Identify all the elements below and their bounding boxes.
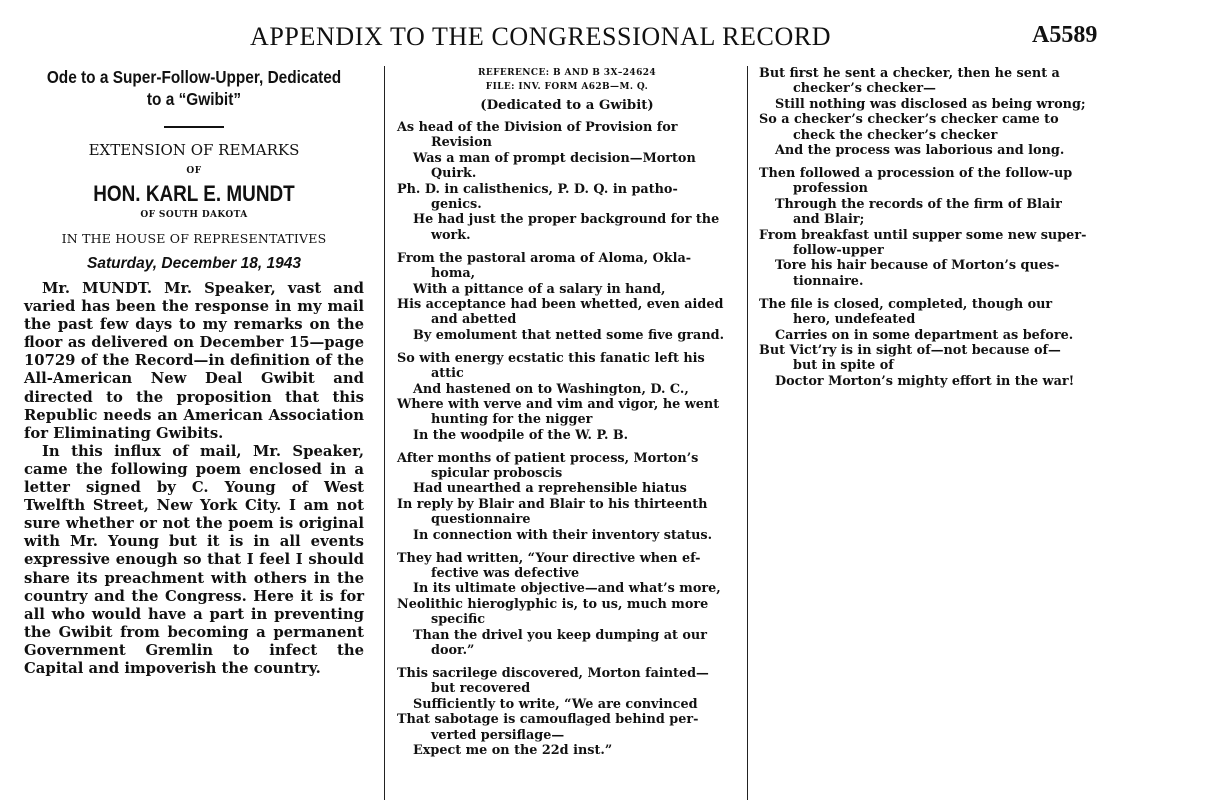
chamber-label: IN THE HOUSE OF REPRESENTATIVES [61, 231, 327, 246]
poem-line: Ph. D. in calisthenics, P. D. Q. in patho- [397, 181, 678, 197]
poem-line: With a pittance of a salary in hand, [413, 281, 666, 297]
poem-line: So with energy ecstatic this fanatic left his [397, 350, 705, 366]
poem-line: attic [431, 366, 464, 382]
poem-line: checker’s checker— [793, 81, 936, 97]
running-head [0, 22, 1225, 52]
title-divider [164, 126, 224, 128]
poem-line: and abetted [431, 312, 517, 328]
poem-line: So a checker’s checker’s checker came to [759, 112, 1059, 128]
body-paragraph: Mr. MUNDT. Mr. Speaker, vast and varied has been the response in my mail the past few days to my remarks on the floor as delivered on December 15—page 10729 of the Record—in definition of the All-American New Deal Gwibit and directed to the proposition that this Republic needs an American Association for Eliminating Gwibits. [24, 280, 364, 442]
extension-heading: EXTENSION OF REMARKS [88, 141, 300, 159]
poem-line: In reply by Blair and Blair to his thirteenth [397, 496, 708, 512]
poem-line: Expect me on the 22d inst.” [413, 742, 613, 758]
poem-line: Than the drivel you keep dumping at our [413, 627, 707, 643]
poem-line: homa, [431, 266, 476, 282]
article-title-line: Ode to a Super-Follow-Upper, Dedicated [46, 67, 342, 87]
poem-line: That sabotage is camouflaged behind per- [397, 712, 699, 728]
poem-line: Where with verve and vim and vigor, he went [397, 396, 720, 412]
poem-stanza [397, 351, 737, 443]
column-rule [747, 66, 748, 800]
poem-line: From breakfast until supper some new super- [759, 227, 1087, 243]
poem-line: but recovered [431, 681, 531, 697]
poem-line: Carries on in some department as before. [775, 327, 1074, 343]
page-number: A5589 [1032, 22, 1098, 48]
poem-line: follow-upper [793, 242, 884, 258]
poem-stanza [397, 451, 737, 543]
poem-line: They had written, “Your directive when ef- [397, 550, 701, 566]
poem-line: spicular proboscis [431, 466, 563, 482]
column-left [24, 66, 364, 678]
poem-dedication: (Dedicated to a Gwibit) [480, 98, 654, 113]
poem-line: From the pastoral aroma of Aloma, Okla- [397, 250, 692, 266]
poem-stanza [397, 120, 737, 243]
poem-file: FILE: INV. FORM A62B—M. Q. [485, 82, 649, 92]
poem-line: But Vict’ry is in sight of—not because of— [759, 342, 1061, 358]
member-state: OF SOUTH DAKOTA [140, 210, 248, 220]
poem-line: Was a man of prompt decision—Morton [413, 150, 696, 166]
poem-line: Through the records of the firm of Blair [775, 196, 1062, 212]
body-paragraph: In this influx of mail, Mr. Speaker, came the following poem enclosed in a letter signed by C. Young of West Twelfth Street, New York City. I am not sure whether or not the poem is original with Mr. Young but it is in all events expressive enough so that I feel I should share its preachment with others in the country and the Congress. Here it is for all who would have a part in preventing the Gwibit from becoming a permanent Government Gremlin to infect the Capital and impoverish the country. [24, 442, 364, 677]
poem-line: Quirk. [431, 166, 477, 182]
poem-line: Neolithic hieroglyphic is, to us, much more [397, 596, 709, 612]
poem-line: After months of patient process, Morton’s [397, 450, 699, 466]
poem-line: But first he sent a checker, then he sent a [759, 66, 1060, 81]
of-label: OF [186, 166, 202, 176]
poem-body [397, 120, 737, 758]
poem-stanza [397, 551, 737, 659]
poem-line: Revision [431, 135, 492, 151]
poem-stanza [397, 666, 737, 758]
poem-line: Sufficiently to write, “We are convinced [413, 696, 698, 712]
poem-line: Doctor Morton’s mighty effort in the war! [775, 373, 1075, 389]
poem-line: profession [793, 181, 868, 197]
poem-line: Still nothing was disclosed as being wrong; [775, 96, 1086, 112]
poem-line: verted persiflage— [431, 727, 565, 743]
poem-line: His acceptance had been whetted, even aided [397, 296, 724, 312]
poem-line: questionnaire [431, 512, 531, 528]
poem-reference: REFERENCE: B AND B 3X–24624 [477, 68, 657, 78]
poem-line: work. [431, 227, 471, 243]
poem-stanza [759, 166, 1101, 289]
poem-line: fective was defective [431, 565, 580, 581]
member-name: HON. KARL E. MUNDT [93, 181, 295, 206]
poem-stanza [759, 66, 1101, 158]
poem-line: Had unearthed a reprehensible hiatus [413, 481, 687, 497]
poem-line: And the process was laborious and long. [775, 143, 1065, 159]
poem-line: Tore his hair because of Morton’s ques- [775, 258, 1060, 274]
column-middle [397, 66, 737, 766]
poem-stanza [759, 297, 1101, 389]
poem-line: door.” [431, 643, 475, 658]
poem-line: In its ultimate objective—and what’s more, [413, 581, 721, 597]
session-date: Saturday, December 18, 1943 [87, 255, 301, 272]
poem-line: He had just the proper background for the [413, 212, 720, 228]
poem-line: As head of the Division of Provision for [397, 120, 678, 135]
poem-line: And hastened on to Washington, D. C., [413, 381, 689, 397]
article-title-line: to a “Gwibit” [146, 89, 242, 109]
poem-line: By emolument that netted some five grand. [413, 327, 725, 343]
column-rule [384, 66, 385, 800]
column-right [759, 66, 1101, 397]
poem-stanza [397, 251, 737, 343]
poem-line: specific [431, 612, 486, 628]
poem-line: and Blair; [793, 212, 865, 228]
poem-line: but in spite of [793, 358, 894, 374]
poem-line: In the woodpile of the W. P. B. [413, 427, 629, 443]
poem-line: This sacrilege discovered, Morton fainted— [397, 665, 709, 681]
poem-line: genics. [431, 197, 482, 213]
poem-line: hunting for the nigger [431, 412, 593, 428]
poem-line: check the checker’s checker [793, 127, 998, 143]
poem-line: hero, undefeated [793, 312, 916, 328]
journal-title: APPENDIX TO THE CONGRESSIONAL RECORD [250, 22, 832, 51]
poem-line: The file is closed, completed, though our [759, 296, 1053, 312]
poem-body [759, 66, 1101, 389]
poem-line: Then followed a procession of the follow-up [759, 165, 1073, 181]
poem-line: In connection with their inventory status. [413, 527, 713, 543]
article-title [44, 66, 343, 110]
poem-line: tionnaire. [793, 273, 864, 289]
